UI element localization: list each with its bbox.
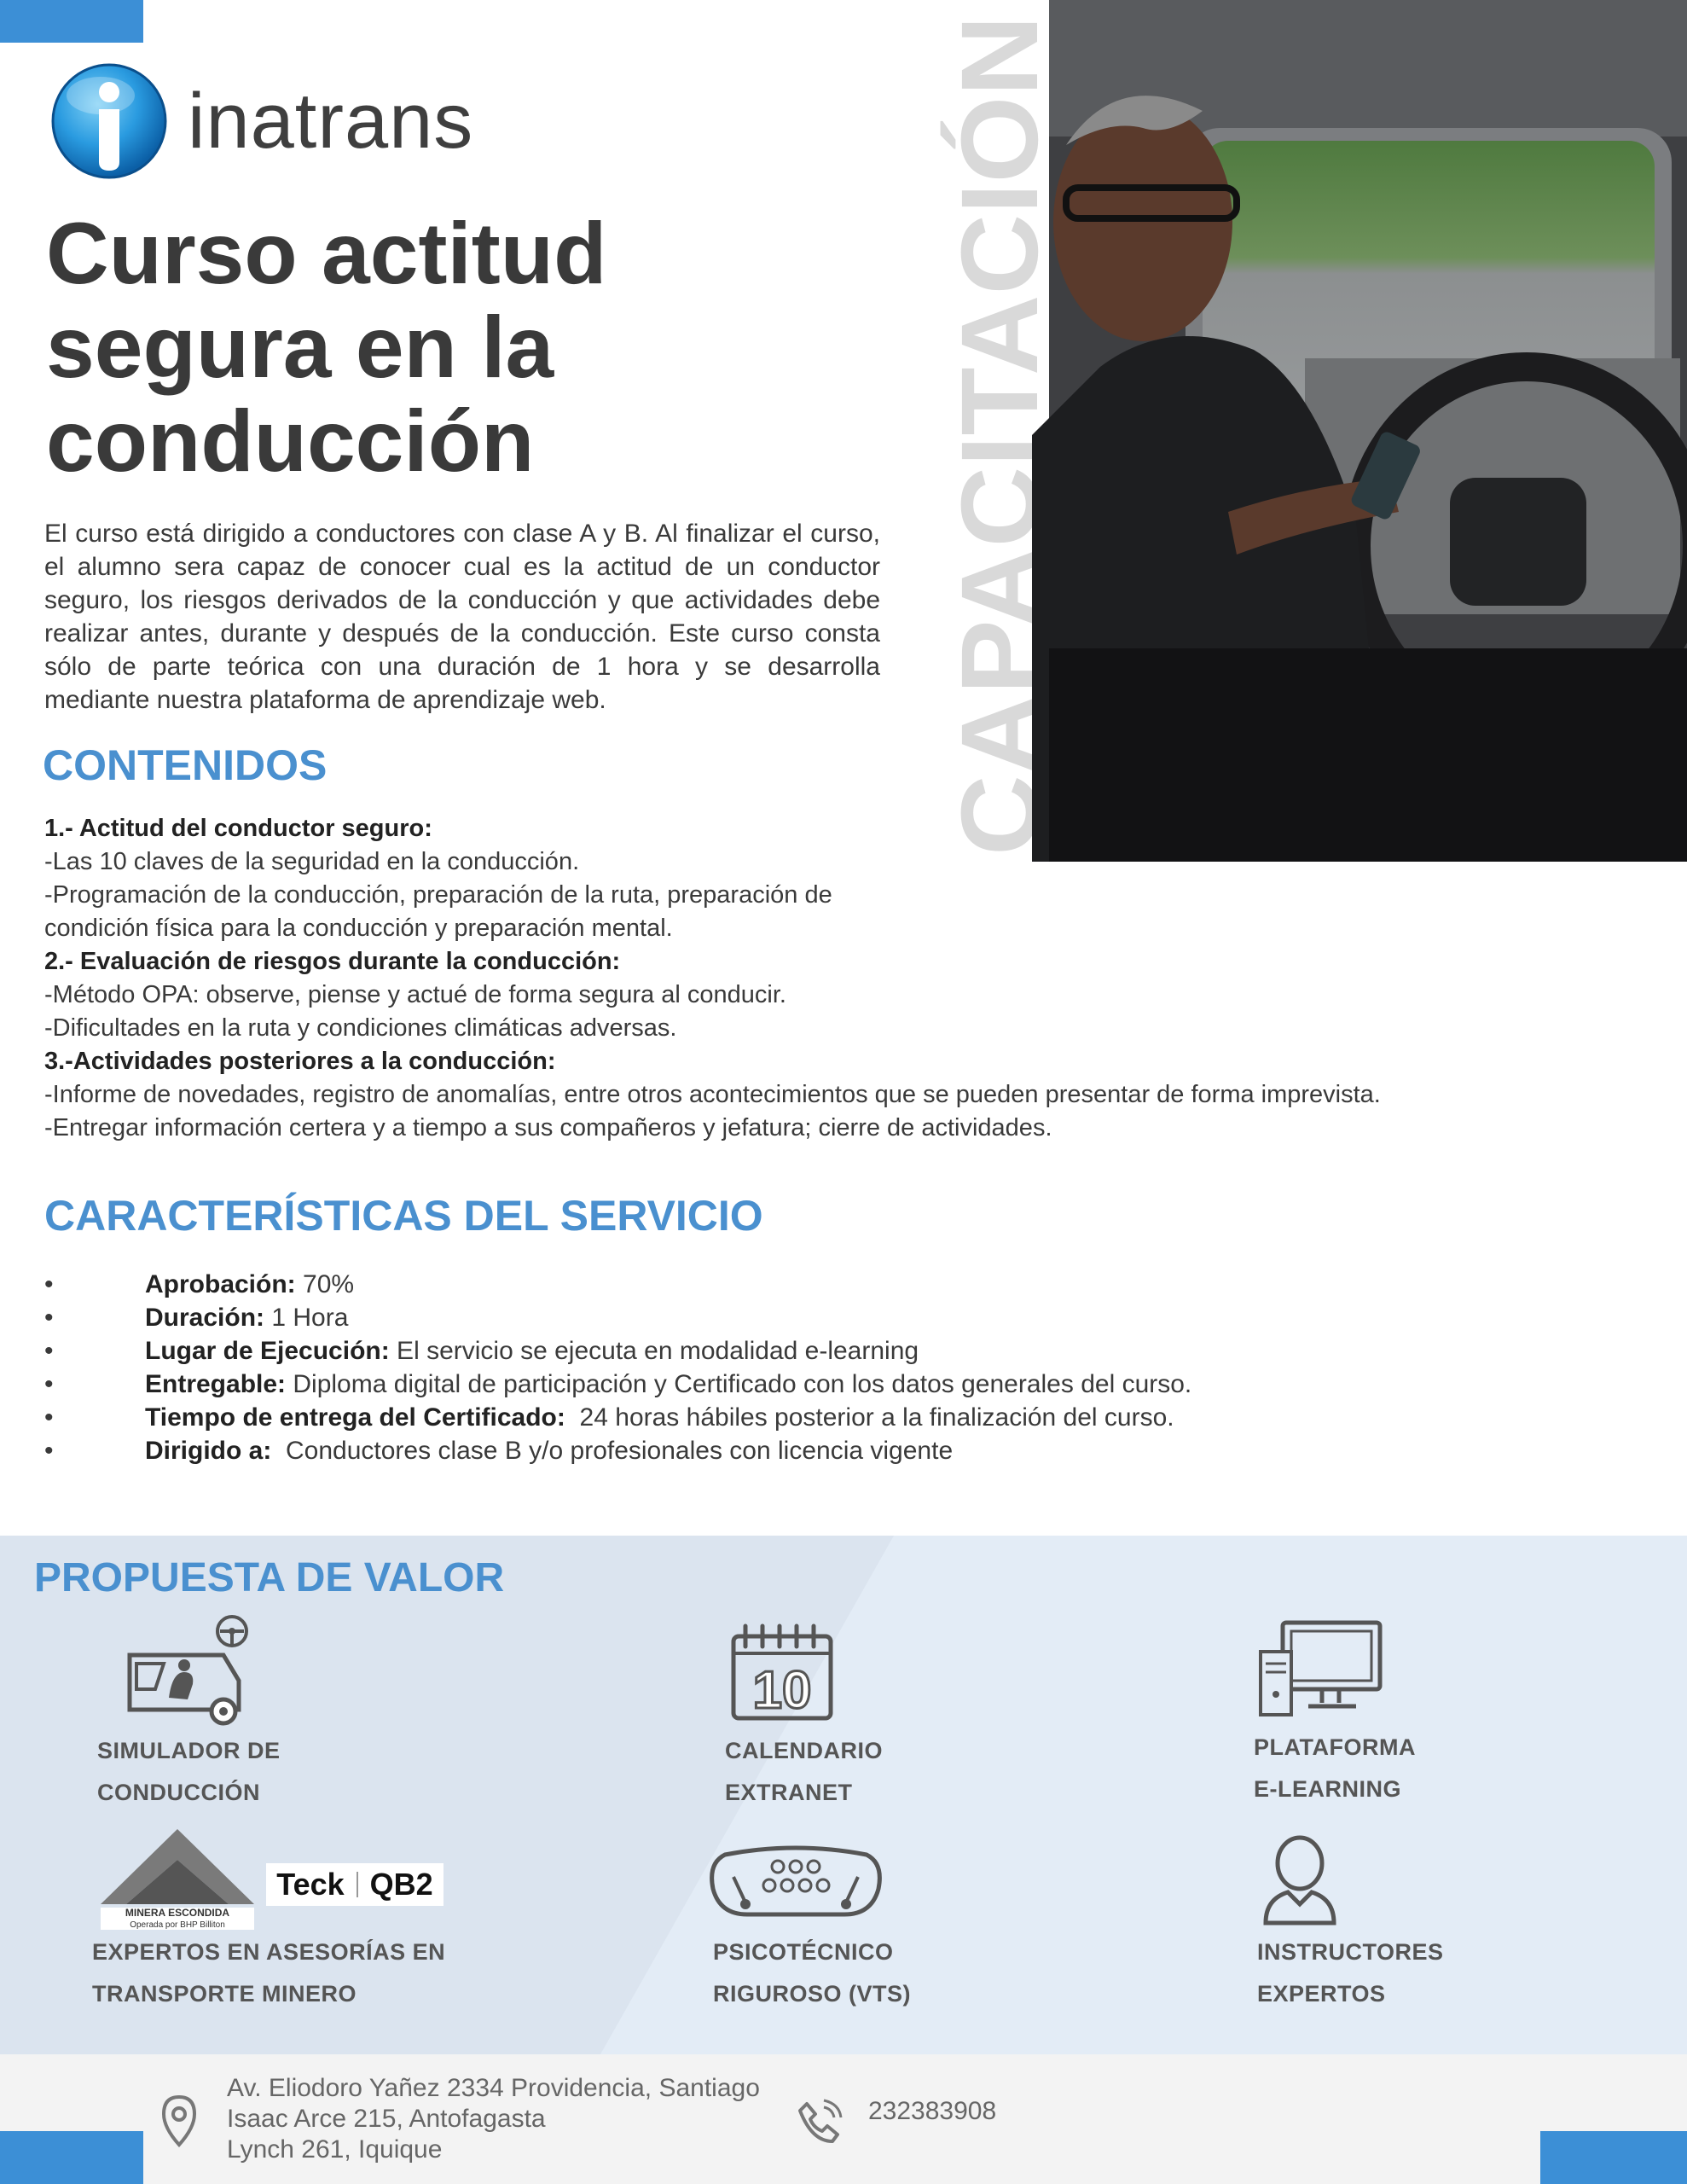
intro-paragraph: El curso está dirigido a conductores con clase A y B. Al finalizar el curso, el alumno sera capaz de conocer cual es la actitud de un conductor seguro, los riesgos derivados de la conducción y que actividades debe realizar antes, durante y después de la conducción. Este curso consta sólo de parte teórica con una duración de 1 hora y se desarrolla mediante nuestra plataforma de aprendizaje web. <box>44 520 880 714</box>
address-line: Av. Eliodoro Yañez 2334 Providencia, Santiago <box>227 2074 760 2102</box>
feature-value: 70% <box>295 1270 355 1298</box>
accent-bar-bottom-left <box>0 2131 143 2184</box>
contents-heading: CONTENIDOS <box>43 741 328 789</box>
accent-bar-top <box>0 0 143 43</box>
location-pin-icon <box>159 2094 200 2148</box>
title-line: segura en la <box>46 299 554 396</box>
value-item-line: CALENDARIO <box>725 1738 883 1763</box>
minera-logo-sub: Operada por BHP Billiton <box>130 1920 225 1930</box>
minera-logo-name: MINERA ESCONDIDA <box>125 1907 230 1919</box>
instructor-icon <box>1259 1834 1341 1926</box>
feature-label: Lugar de Ejecución: <box>145 1337 390 1365</box>
value-item-instructors <box>1257 1931 1444 2015</box>
driving-simulator-icon <box>118 1612 254 1723</box>
calendar-icon <box>727 1621 838 1723</box>
contents-list <box>44 812 1580 1145</box>
minera-escondida-logo <box>101 1826 254 1930</box>
calendar-number: 10 <box>752 1661 812 1720</box>
feature-item <box>44 1434 1580 1467</box>
inatrans-logo-icon <box>49 60 177 188</box>
teck-qb2-logo <box>266 1863 443 1906</box>
feature-value: 1 Hora <box>264 1304 349 1332</box>
driver-photo <box>1049 0 1687 862</box>
value-item-line: PSICOTÉCNICO <box>713 1939 894 1965</box>
vertical-section-label <box>936 7 1061 860</box>
feature-value: 24 horas hábiles posterior a la finalización del curso. <box>565 1403 1174 1432</box>
feature-item <box>44 1268 1580 1301</box>
feature-label: Duración: <box>145 1304 265 1332</box>
value-item-platform <box>1254 1727 1416 1810</box>
value-item-line: TRANSPORTE MINERO <box>92 1981 357 2007</box>
value-item-psychotechnic <box>713 1931 911 2015</box>
value-item-simulator <box>97 1730 281 1814</box>
qb2-logo-text: QB2 <box>369 1867 433 1902</box>
page-title <box>46 206 916 488</box>
features-list <box>44 1268 1580 1467</box>
value-item-calendar <box>725 1730 883 1814</box>
value-item-line: EXPERTOS EN ASESORÍAS EN <box>92 1939 446 1965</box>
vertical-label-text: CAPACITACIÓN <box>939 34 1061 856</box>
contents-line: condición física para la conducción y preparación mental. <box>44 915 673 942</box>
feature-item <box>44 1301 1580 1334</box>
computer-icon <box>1257 1618 1385 1720</box>
value-item-mining <box>92 1931 445 2015</box>
contents-line: -Método OPA: observe, piense y actué de forma segura al conducir. <box>44 981 786 1008</box>
value-item-line: EXPERTOS <box>1257 1981 1386 2007</box>
feature-label: Entregable: <box>145 1370 287 1398</box>
feature-item <box>44 1401 1580 1434</box>
value-item-line: E-LEARNING <box>1254 1776 1401 1802</box>
contents-line: -Entregar información certera y a tiempo a sus compañeros y jefatura; cierre de actividades. <box>44 1114 1052 1141</box>
value-item-line: INSTRUCTORES <box>1257 1939 1444 1965</box>
contents-line: -Las 10 claves de la seguridad en la conducción. <box>44 848 580 875</box>
address-line: Lynch 261, Iquique <box>227 2135 443 2164</box>
contents-subheading: 2.- Evaluación de riesgos durante la conducción: <box>44 948 621 975</box>
value-item-line: RIGUROSO (VTS) <box>713 1981 912 2007</box>
feature-item <box>44 1368 1580 1401</box>
value-item-line: SIMULADOR DE <box>97 1738 281 1763</box>
psychotechnic-panel-icon <box>708 1843 884 1920</box>
value-item-line: EXTRANET <box>725 1780 853 1805</box>
footer-phone: 232383908 <box>868 2097 997 2125</box>
contents-line: -Dificultades en la ruta y condiciones climáticas adversas. <box>44 1014 677 1042</box>
contents-subheading: 3.-Actividades posteriores a la conducción: <box>44 1048 556 1075</box>
feature-value: Diploma digital de participación y Certificado con los datos generales del curso. <box>286 1370 1192 1398</box>
teck-logo-text: Teck <box>276 1867 345 1902</box>
address-line: Isaac Arce 215, Antofagasta <box>227 2105 546 2133</box>
title-line: Curso actitud <box>46 205 607 302</box>
feature-value: El servicio se ejecuta en modalidad e-learning <box>389 1337 919 1365</box>
footer-addresses <box>227 2073 760 2165</box>
phone-icon <box>797 2099 843 2145</box>
contents-line: -Programación de la conducción, preparación de la ruta, preparación de <box>44 881 832 909</box>
feature-value: Conductores clase B y/o profesionales con licencia vigente <box>271 1437 954 1465</box>
feature-label: Tiempo de entrega del Certificado: <box>145 1403 565 1432</box>
contents-line: -Informe de novedades, registro de anomalías, entre otros acontecimientos que se pueden presentar de forma imprevista. <box>44 1081 1381 1108</box>
feature-label: Dirigido a: <box>145 1437 272 1465</box>
feature-label: Aprobación: <box>145 1270 296 1298</box>
contents-subheading: 1.- Actitud del conductor seguro: <box>44 815 432 842</box>
features-heading: CARACTERÍSTICAS DEL SERVICIO <box>44 1192 763 1240</box>
accent-bar-bottom-right <box>1540 2131 1687 2184</box>
value-heading: PROPUESTA DE VALOR <box>34 1555 505 1600</box>
logo-divider <box>357 1872 358 1897</box>
title-line: conducción <box>46 392 535 490</box>
value-item-line: CONDUCCIÓN <box>97 1780 260 1805</box>
feature-item <box>44 1334 1580 1368</box>
value-item-line: PLATAFORMA <box>1254 1734 1416 1760</box>
brand-name: inatrans <box>188 78 474 165</box>
